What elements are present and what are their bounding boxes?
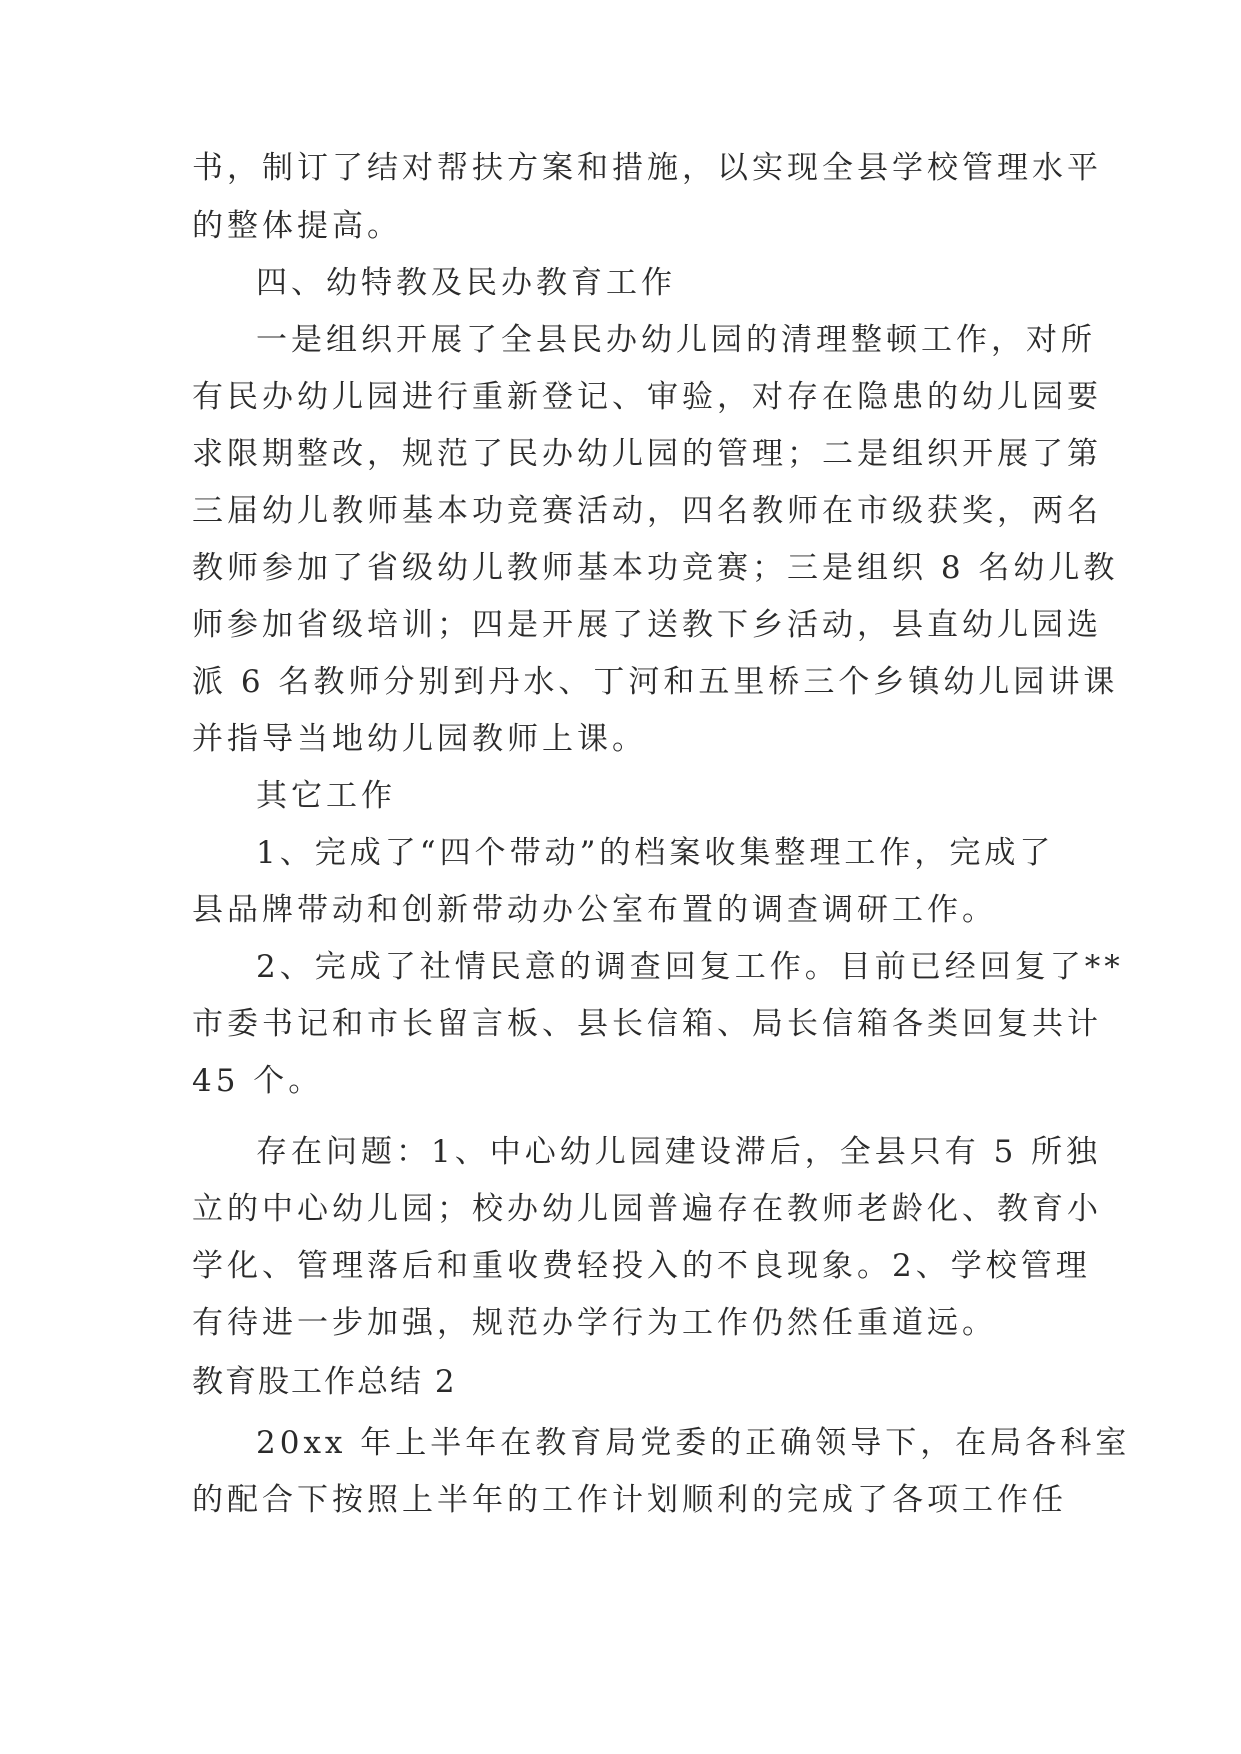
text-line: 县品牌带动和创新带动办公室布置的调查调研工作。 — [192, 892, 997, 928]
section-heading: 四、幼特教及民办教育工作 — [256, 265, 676, 301]
text-line: 1、完成了“四个带动”的档案收集整理工作，完成了 — [256, 835, 1055, 871]
section-heading: 其它工作 — [256, 778, 396, 814]
text-line: 学化、管理落后和重收费轻投入的不良现象。2、学校管理 — [192, 1248, 1091, 1284]
text-line: 20xx 年上半年在教育局党委的正确领导下，在局各科室 — [256, 1425, 1131, 1461]
text-line: 三届幼儿教师基本功竞赛活动，四名教师在市级获奖，两名 — [192, 493, 1102, 529]
text-line: 教师参加了省级幼儿教师基本功竞赛；三是组织 8 名幼儿教 — [192, 550, 1119, 586]
text-line: 一是组织开展了全县民办幼儿园的清理整顿工作，对所 — [256, 322, 1096, 358]
text-line: 45 个。 — [192, 1063, 324, 1099]
text-line: 立的中心幼儿园；校办幼儿园普遍存在教师老龄化、教育小 — [192, 1191, 1102, 1227]
text-line: 有民办幼儿园进行重新登记、审验，对存在隐患的幼儿园要 — [192, 379, 1102, 415]
text-line: 的整体提高。 — [192, 208, 402, 244]
text-line: 的配合下按照上半年的工作计划顺利的完成了各项工作任 — [192, 1482, 1067, 1518]
text-line: 派 6 名教师分别到丹水、丁河和五里桥三个乡镇幼儿园讲课 — [192, 664, 1119, 700]
text-line: 师参加省级培训；四是开展了送教下乡活动，县直幼儿园选 — [192, 607, 1102, 643]
text-line: 市委书记和市长留言板、县长信箱、局长信箱各类回复共计 — [192, 1006, 1102, 1042]
text-line: 求限期整改，规范了民办幼儿园的管理；二是组织开展了第 — [192, 436, 1102, 472]
text-line: 有待进一步加强，规范办学行为工作仍然任重道远。 — [192, 1305, 997, 1341]
text-line: 2、完成了社情民意的调查回复工作。目前已经回复了** — [256, 949, 1124, 985]
text-line: 存在问题：1、中心幼儿园建设滞后，全县只有 5 所独 — [256, 1134, 1102, 1170]
text-line: 并指导当地幼儿园教师上课。 — [192, 721, 647, 757]
text-line: 书，制订了结对帮扶方案和措施，以实现全县学校管理水平 — [192, 150, 1102, 186]
document-title: 教育股工作总结 2 — [192, 1364, 457, 1400]
